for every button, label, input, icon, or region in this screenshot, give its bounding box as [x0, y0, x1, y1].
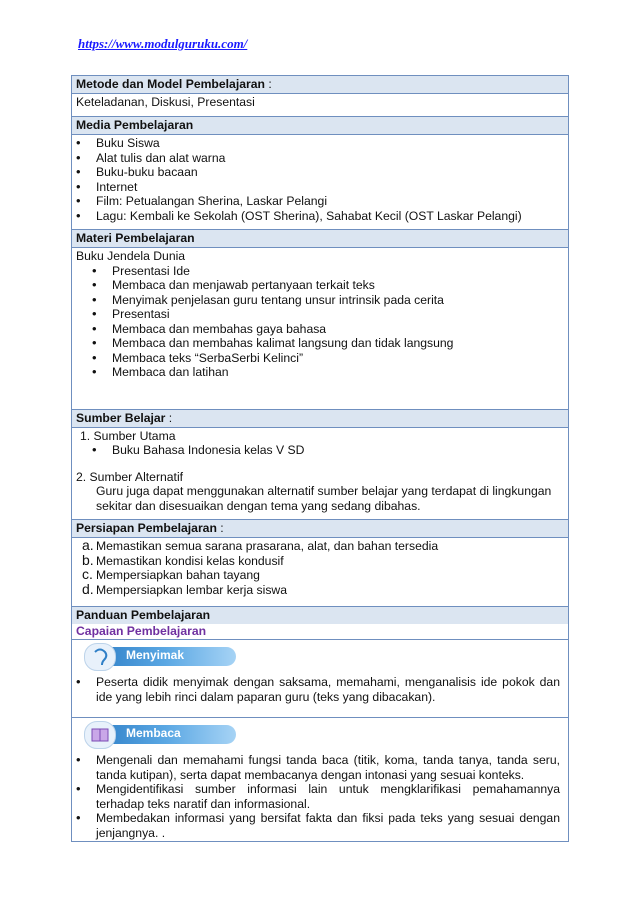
list-item: • Lagu: Kembali ke Sekolah (OST Sherina), Sahabat Kecil (OST Laskar Pelangi) — [76, 209, 564, 224]
materi-heading — [72, 229, 568, 247]
list-item — [76, 551, 564, 569]
list-item: • Mengidentifikasi sumber informasi lain untuk mengklarifikasi pemahamannya terhadap teks naratif dan informasional. — [76, 782, 560, 811]
membaca-section — [72, 717, 568, 841]
list-item: • Presentasi Ide — [76, 264, 564, 279]
ear-icon — [84, 643, 116, 671]
list-item: • Membaca dan latihan — [76, 365, 564, 380]
list-item: • Presentasi — [76, 307, 564, 322]
list-marker: a. — [82, 537, 94, 553]
panduan-heading-text: Panduan Pembelajaran — [76, 608, 211, 622]
lesson-plan-table — [71, 75, 569, 842]
list-item: • Buku-buku bacaan — [76, 165, 564, 180]
membaca-banner — [84, 722, 236, 746]
metode-content-text: Keteladanan, Diskusi, Presentasi — [76, 95, 255, 109]
book-icon — [84, 721, 116, 749]
list-item-text: Memastikan semua sarana prasarana, alat, dan bahan tersedia — [96, 539, 439, 553]
materi-list — [76, 264, 564, 380]
sumber-heading-text: Sumber Belajar — [76, 410, 166, 425]
materi-heading-text: Materi Pembelajaran — [76, 231, 195, 245]
list-item — [76, 580, 564, 598]
list-item: • Membaca dan membahas gaya bahasa — [76, 322, 564, 337]
list-item: • Membaca teks “SerbaSerbi Kelinci” — [76, 351, 564, 366]
metode-heading — [72, 76, 568, 93]
materi-title: Buku Jendela Dunia — [76, 249, 186, 263]
list-item: • Film: Petualangan Sherina, Laskar Pelangi — [76, 194, 564, 209]
sumber-utama-list — [76, 443, 564, 458]
membaca-list — [76, 753, 564, 840]
list-item: • Internet — [76, 180, 564, 195]
list-item — [76, 568, 564, 583]
list-item-text: Mempersiapkan lembar kerja siswa — [96, 582, 288, 597]
menyimak-banner — [84, 644, 236, 668]
persiapan-heading-text: Persiapan Pembelajaran — [76, 521, 217, 535]
list-item — [76, 539, 564, 554]
persiapan-list — [76, 539, 564, 597]
list-item: • Membedakan informasi yang bersifat fakta dan fiksi pada teks yang sesuai dengan jenjangnya. . — [76, 811, 560, 840]
sumber-alt-text: Guru juga dapat menggunakan alternatif sumber belajar yang terdapat di lingkungan sekitar dan disesuaikan dengan tema yang sedang dibahas. — [96, 484, 552, 513]
list-item: • Buku Siswa — [76, 136, 564, 151]
sumber-content — [72, 427, 568, 520]
sumber-alt-label: 2. Sumber Alternatif — [76, 469, 184, 484]
list-marker: b. — [82, 551, 94, 568]
menyimak-section — [72, 639, 568, 717]
media-list — [76, 136, 564, 223]
persiapan-content — [72, 537, 568, 606]
capaian-heading: Capaian Pembelajaran — [76, 624, 207, 638]
list-item: • Membaca dan membahas kalimat langsung dan tidak langsung — [76, 336, 564, 351]
list-item-text: Memastikan kondisi kelas kondusif — [96, 553, 284, 568]
materi-content — [72, 247, 568, 409]
panduan-heading — [72, 606, 568, 624]
list-marker: d. — [82, 580, 94, 597]
header-url-link[interactable]: https://www.modulguruku.com/ — [78, 36, 248, 51]
list-item: • Buku Bahasa Indonesia kelas V SD — [76, 443, 564, 458]
sumber-heading — [72, 409, 568, 427]
menyimak-label: Menyimak — [126, 648, 185, 662]
persiapan-heading — [72, 519, 568, 537]
persiapan-colon: : — [216, 521, 224, 535]
media-content — [72, 134, 568, 229]
list-item: • Alat tulis dan alat warna — [76, 151, 564, 166]
list-item: • Menyimak penjelasan guru tentang unsur intrinsik pada cerita — [76, 293, 564, 308]
metode-colon: : — [264, 77, 272, 91]
metode-content — [72, 93, 568, 116]
media-heading — [72, 116, 568, 134]
membaca-label: Membaca — [126, 726, 181, 740]
list-item-text: Mempersiapkan bahan tayang — [96, 568, 260, 582]
sumber-utama-label: 1. Sumber Utama — [80, 428, 176, 443]
list-item: • Peserta didik menyimak dengan saksama, memahami, menganalisis ide pokok dan ide yang lebih rinci dalam paparan guru (teks yang dibacakan). — [76, 675, 560, 704]
list-item: • Membaca dan menjawab pertanyaan terkait teks — [76, 278, 564, 293]
menyimak-list — [76, 675, 564, 704]
sumber-colon: : — [165, 410, 173, 425]
media-heading-text: Media Pembelajaran — [76, 118, 194, 132]
metode-heading-text: Metode dan Model Pembelajaran — [76, 77, 265, 91]
list-marker: c. — [82, 566, 93, 582]
capaian-row — [72, 624, 568, 639]
list-item: • Mengenali dan memahami fungsi tanda baca (titik, koma, tanda tanya, tanda seru, tanda kutipan), serta dapat membacanya dengan intonasi yang sesuai konteks. — [76, 753, 560, 782]
